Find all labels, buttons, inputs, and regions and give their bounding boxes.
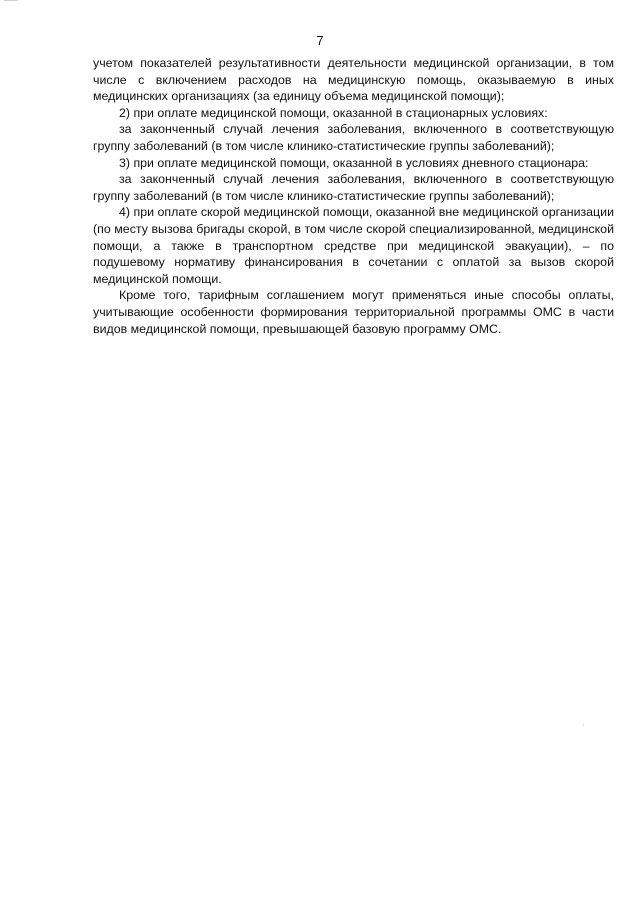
- paragraph-2: 2) при оплате медицинской помощи, оказанной в стационарных условиях:: [119, 105, 548, 120]
- paragraph-5: за законченный случай лечения заболевания, включенного в соответствующую группу заболеваний (в том числе клинико-статистические группы заболеваний);: [93, 172, 614, 203]
- page-number: 7: [316, 33, 324, 48]
- paragraph-1: учетом показателей результативности деятельности медицинской организации, в том числе с включением расходов на медицинскую помощь, оказываемую в иных медицинских организациях (за единицу объема медицинской помощи);: [93, 56, 614, 104]
- paragraph-3: за законченный случай лечения заболевания, включенного в соответствующую группу заболеваний (в том числе клинико-статистические группы заболеваний);: [93, 122, 614, 153]
- paragraph-6: 4) при оплате скорой медицинской помощи, оказанной вне медицинской организации (по месту вызова бригады скорой, в том числе скорой специализированной, медицинской помощи, а также в транспортном средстве при медицинской эвакуации), – по подушевому нормативу финансирования в сочетании с оплатой за вызов скорой медицинской помощи.: [93, 205, 614, 286]
- document-body: [93, 55, 614, 337]
- scan-speck: [583, 724, 584, 725]
- scan-artifact-mark: [4, 0, 18, 4]
- paragraph-7: Кроме того, тарифным соглашением могут применяться иные способы оплаты, учитывающие особенности формирования территориальной программы ОМС в части видов медицинской помощи, превышающей базовую программу ОМС.: [93, 288, 614, 336]
- paragraph-4: 3) при оплате медицинской помощи, оказанной в условиях дневного стационара:: [119, 155, 589, 170]
